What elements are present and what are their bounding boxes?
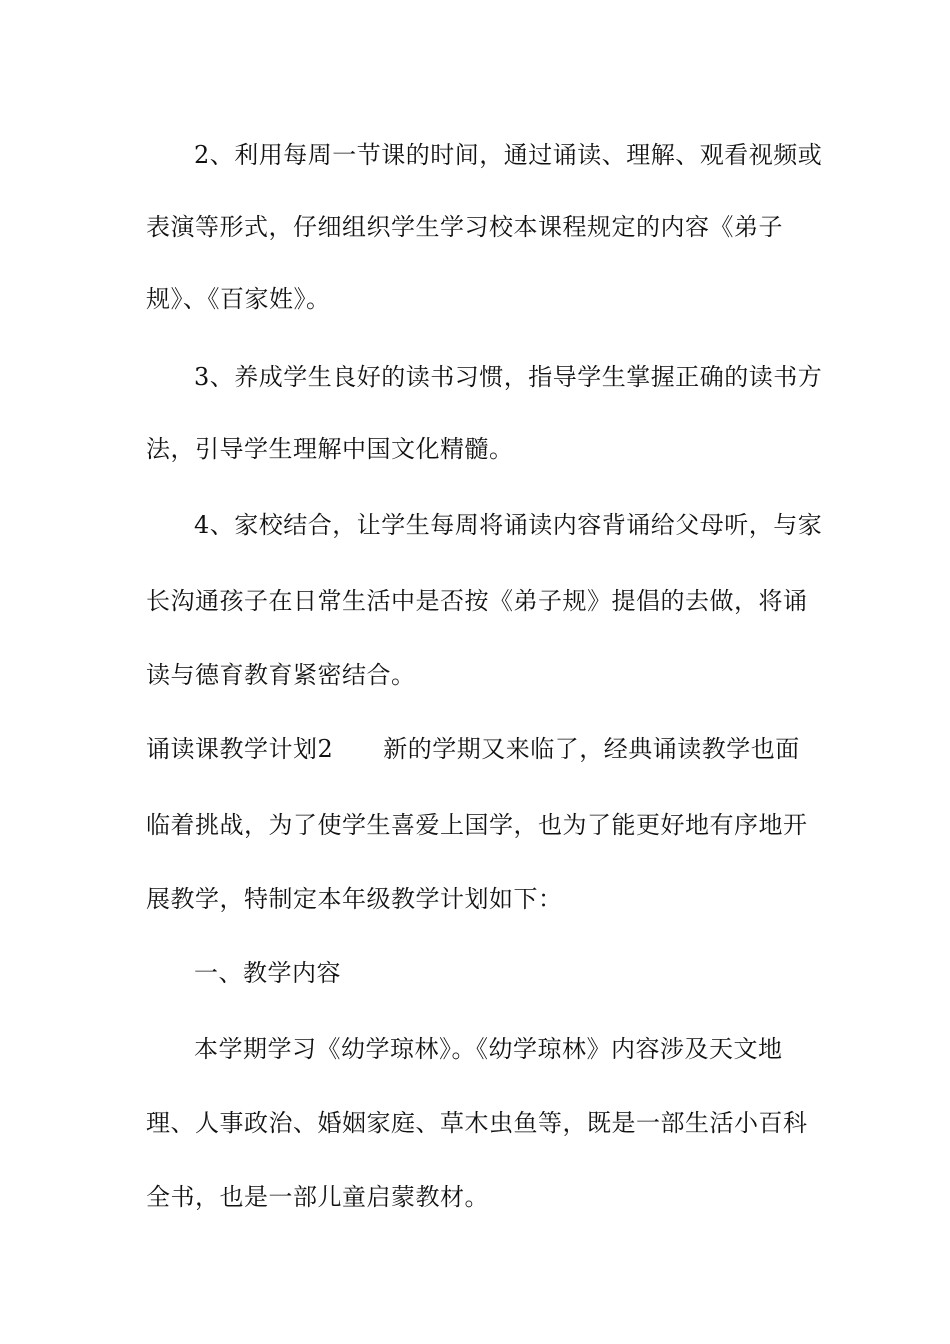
plan-heading-line <box>146 734 800 764</box>
paragraph-2-line-2: 表演等形式，仔细组织学生学习校本课程规定的内容《弟子 <box>146 213 783 241</box>
paragraph-2-line-3: 规》、《百家姓》。 <box>146 285 331 313</box>
plan-intro-line-2: 临着挑战，为了使学生喜爱上国学，也为了能更好地有序地开 <box>146 811 808 839</box>
content-paragraph-line-1: 本学期学习《幼学琼林》。《幼学琼林》内容涉及天文地 <box>194 1035 783 1063</box>
plan-title: 诵读课教学计划2 <box>146 735 334 763</box>
paragraph-3-line-1: 3、养成学生良好的读书习惯，指导学生掌握正确的读书方 <box>194 363 823 391</box>
content-paragraph-line-3: 全书，也是一部儿童启蒙教材。 <box>146 1183 489 1211</box>
section-heading-teaching-content: 一、教学内容 <box>194 959 341 987</box>
plan-intro-line-3: 展教学，特制定本年级教学计划如下： <box>146 885 563 913</box>
paragraph-4-line-3: 读与德育教育紧密结合。 <box>146 661 416 689</box>
paragraph-4-line-2: 长沟通孩子在日常生活中是否按《弟子规》提倡的去做，将诵 <box>146 587 808 615</box>
paragraph-4-line-1: 4、家校结合，让学生每周将诵读内容背诵给父母听，与家 <box>194 511 823 539</box>
paragraph-2-line-1: 2、利用每周一节课的时间，通过诵读、理解、观看视频或 <box>194 141 823 169</box>
paragraph-3-line-2: 法，引导学生理解中国文化精髓。 <box>146 435 514 463</box>
plan-intro-start: 新的学期又来临了，经典诵读教学也面 <box>383 735 800 763</box>
content-paragraph-line-2: 理、人事政治、婚姻家庭、草木虫鱼等，既是一部生活小百科 <box>146 1109 808 1137</box>
